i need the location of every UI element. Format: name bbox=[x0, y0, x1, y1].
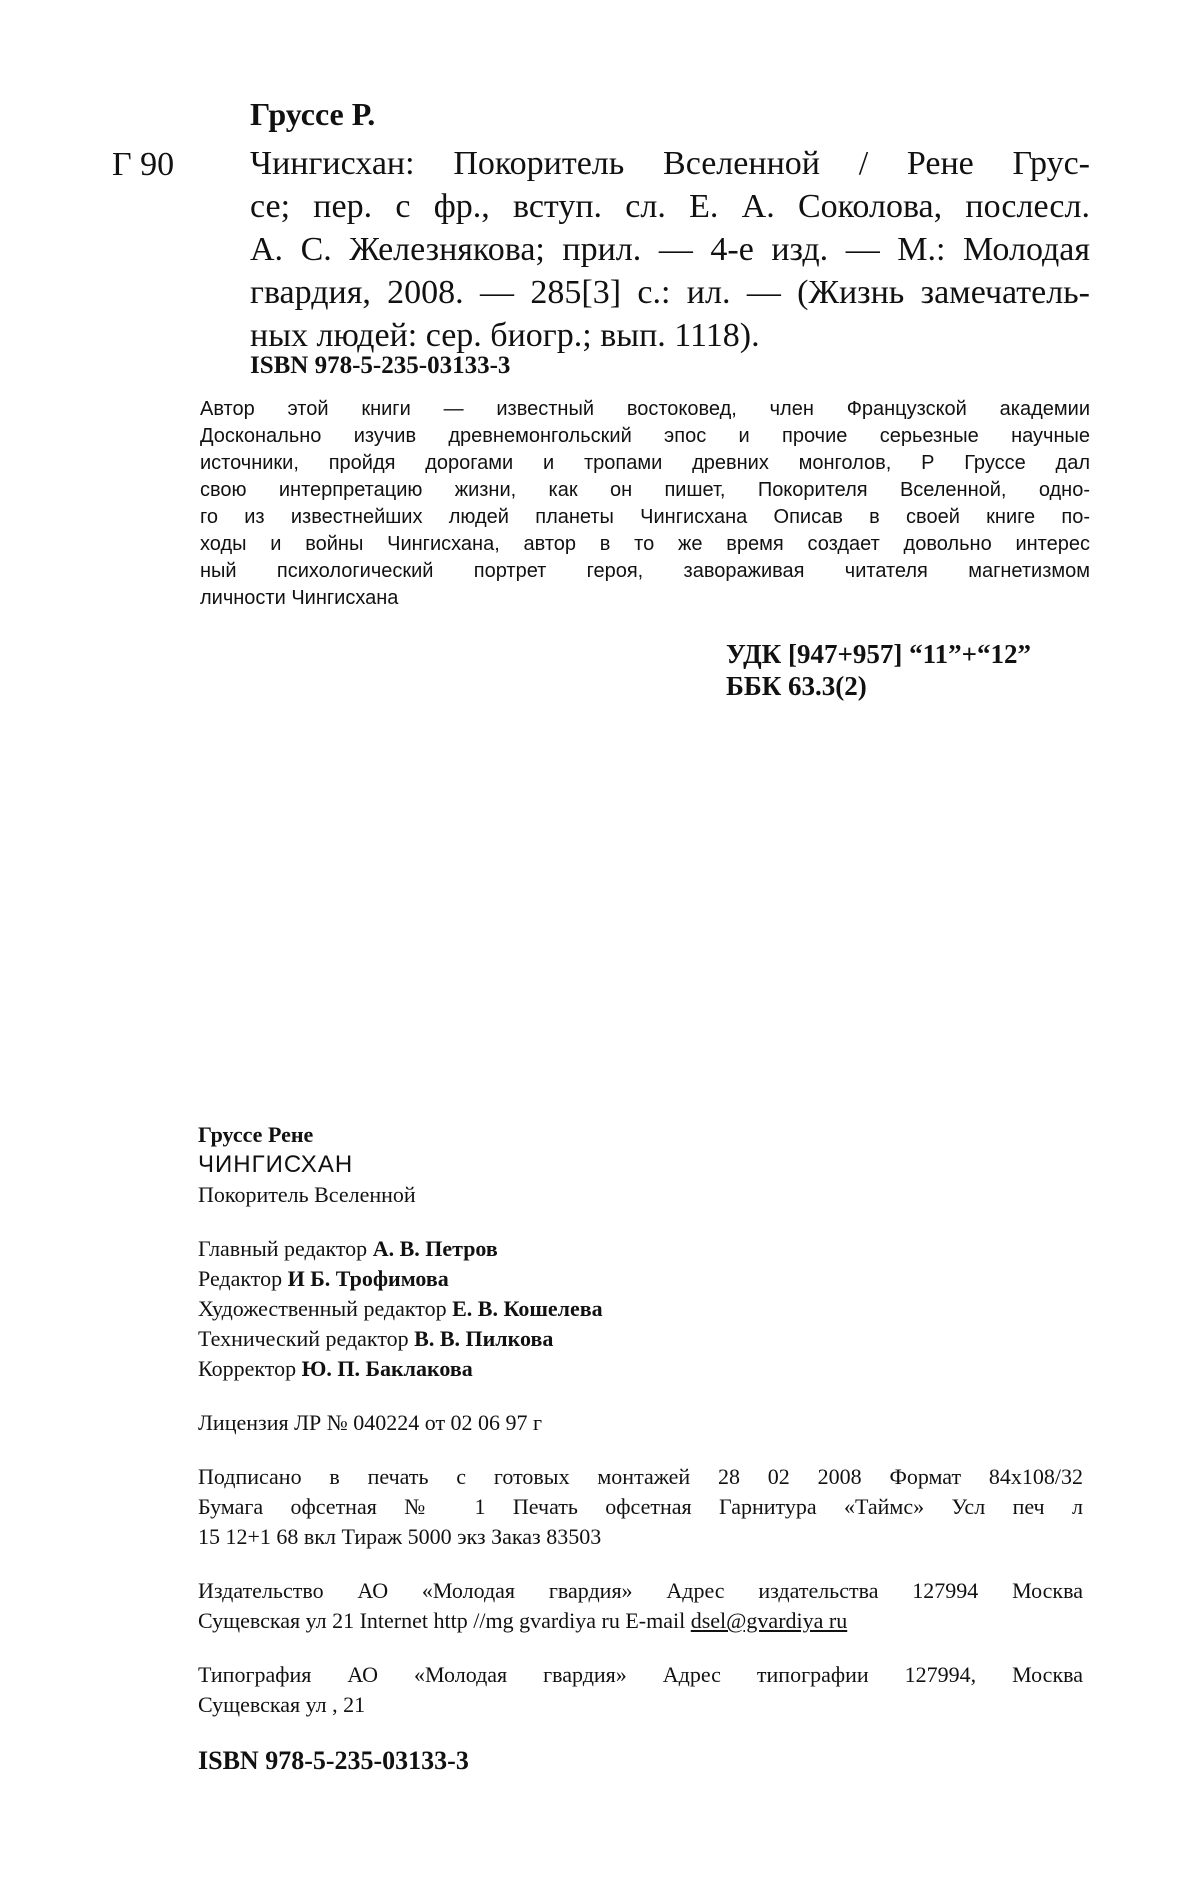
annotation-line: ный психологический портрет героя, завораживая читателя магнетизмом bbox=[200, 560, 1090, 582]
annotation-line: личности Чингисхана bbox=[200, 587, 399, 609]
credit-role: Художественный редактор bbox=[198, 1296, 447, 1321]
credit-row bbox=[198, 1324, 1083, 1354]
colophon-subtitle: Покоритель Вселенной bbox=[198, 1182, 416, 1207]
citation-line: ных людей: сер. биогр.; вып. 1118). bbox=[250, 317, 760, 354]
annotation-line: источники, пройдя дорогами и тропами древних монголов, Р Груссе дал bbox=[200, 452, 1090, 474]
credit-name: И Б. Трофимова bbox=[287, 1266, 449, 1291]
publisher-line bbox=[198, 1606, 1083, 1636]
catalog-call-number: Г 90 bbox=[112, 146, 175, 183]
publisher-line: Издательство АО «Молодая гвардия» Адрес издательства 127994 Москва bbox=[198, 1578, 1083, 1603]
print-line: Подписано в печать с готовых монтажей 28 02 2008 Формат 84x108/32 bbox=[198, 1464, 1083, 1489]
credit-row bbox=[198, 1234, 1083, 1264]
annotation-line: Автор этой книги — известный востоковед, член Французской академии bbox=[200, 398, 1090, 420]
annotation-line: свою интерпретацию жизни, как он пишет, Покорителя Вселенной, одно- bbox=[200, 479, 1090, 501]
print-info bbox=[198, 1462, 1083, 1552]
udk-code: УДК [947+957] “11”+“12” bbox=[726, 639, 1032, 669]
credit-row bbox=[198, 1294, 1083, 1324]
credit-name: Ю. П. Баклакова bbox=[301, 1356, 473, 1381]
citation-line: се; пер. с фр., вступ. сл. Е. А. Соколова, послесл. bbox=[250, 188, 1090, 225]
annotation-line: ходы и войны Чингисхана, автор в то же время создает довольно интерес bbox=[200, 533, 1090, 555]
bbk-code: ББК 63.3(2) bbox=[726, 671, 867, 701]
credit-row bbox=[198, 1354, 1083, 1384]
catalog-author-heading: Груссе Р. bbox=[250, 96, 376, 132]
printer-line: Сущевская ул , 21 bbox=[198, 1692, 366, 1717]
license-line: Лицензия ЛР № 040224 от 02 06 97 г bbox=[198, 1410, 543, 1435]
citation-line: Чингисхан: Покоритель Вселенной / Рене Грус- bbox=[250, 145, 1090, 182]
credit-role: Редактор bbox=[198, 1266, 283, 1291]
credit-row bbox=[198, 1264, 1083, 1294]
credit-name: А. В. Петров bbox=[372, 1236, 498, 1261]
catalog-citation bbox=[250, 142, 1090, 357]
credits-list bbox=[198, 1234, 1083, 1384]
publisher-address: Сущевская ул 21 Internet http //mg gvardiya ru E-mail bbox=[198, 1608, 691, 1633]
credit-role: Технический редактор bbox=[198, 1326, 409, 1351]
credit-role: Главный редактор bbox=[198, 1236, 368, 1261]
colophon-author: Груссе Рене bbox=[198, 1122, 314, 1147]
classification-codes bbox=[726, 638, 1031, 702]
print-line: 15 12+1 68 вкл Тираж 5000 экз Заказ 83503 bbox=[198, 1524, 602, 1549]
credit-role: Корректор bbox=[198, 1356, 297, 1381]
publisher-info bbox=[198, 1576, 1083, 1636]
colophon bbox=[198, 1120, 1083, 1778]
print-line: Бумага офсетная № 1 Печать офсетная Гарнитура «Таймс» Усл печ л bbox=[198, 1494, 1083, 1519]
colophon-title: ЧИНГИСХАН bbox=[198, 1151, 354, 1178]
catalog-isbn: ISBN 978-5-235-03133-3 bbox=[250, 352, 511, 379]
citation-line: гвардия, 2008. — 285[3] с.: ил. — (Жизнь замечатель- bbox=[250, 274, 1090, 311]
publisher-email-link[interactable]: dsel@gvardiya ru bbox=[690, 1608, 848, 1633]
printer-line: Типография АО «Молодая гвардия» Адрес типографии 127994, Москва bbox=[198, 1662, 1083, 1687]
credit-name: Е. В. Кошелева bbox=[452, 1296, 603, 1321]
annotation-line: го из известнейших людей планеты Чингисхана Описав в своей книге по- bbox=[200, 506, 1090, 528]
colophon-isbn: ISBN 978-5-235-03133-3 bbox=[198, 1746, 469, 1775]
printer-info bbox=[198, 1660, 1083, 1720]
catalog-annotation bbox=[200, 396, 1090, 612]
citation-line: А. С. Железнякова; прил. — 4-е изд. — М.: Молодая bbox=[250, 231, 1090, 268]
annotation-line: Досконально изучив древнемонгольский эпос и прочие серьезные научные bbox=[200, 425, 1090, 447]
credit-name: В. В. Пилкова bbox=[414, 1326, 554, 1351]
